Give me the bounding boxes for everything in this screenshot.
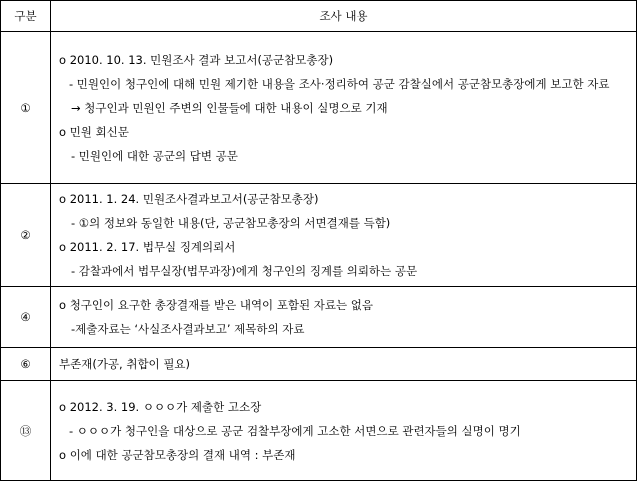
- row-content: [51, 348, 637, 381]
- table-row: [1, 32, 637, 184]
- row-key: ⑬: [1, 381, 51, 481]
- content-line: - 감찰과에서 법무실장(법무과장)에게 청구인의 징계를 의뢰하는 공문: [71, 264, 418, 278]
- content-line: - ㅇㅇㅇ가 청구인을 대상으로 공군 검찰부장에게 고소한 서면으로 관련자들의 실명이 명기: [69, 423, 521, 438]
- table-row: [1, 184, 637, 287]
- content-line: - ①의 정보와 동일한 내용(단, 공군참모총장의 서면결재를 득함): [71, 216, 391, 230]
- row-content: [51, 32, 637, 184]
- content-line: - 민원인에 대한 공군의 답변 공문: [71, 148, 238, 163]
- row-key: ④: [1, 287, 51, 348]
- content-line: o 2011. 1. 24. 민원조사결과보고서(공군참모총장): [59, 192, 319, 206]
- table-row: [1, 287, 637, 348]
- content-line: o 2010. 10. 13. 민원조사 결과 보고서(공군참모총장): [59, 52, 334, 67]
- content-line: - 민원인이 청구인에 대해 민원 제기한 내용을 조사·정리하여 공군 감찰실에서 공군참모총장에게 보고한 자료: [69, 76, 610, 91]
- content-line: o 청구인이 요구한 총장결재를 받은 내역이 포함된 자료는 없음: [59, 298, 374, 312]
- header-category: 구분: [1, 1, 51, 32]
- content-line: o 2011. 2. 17. 법무실 징계의뢰서: [59, 240, 236, 254]
- table-header-row: [1, 1, 637, 32]
- content-line: o 이에 대한 공군참모총장의 결재 내역 : 부존재: [59, 447, 296, 462]
- row-key: ②: [1, 184, 51, 287]
- row-key: ①: [1, 32, 51, 184]
- table-row: [1, 381, 637, 481]
- content-line: 부존재(가공, 취합이 필요): [59, 357, 191, 371]
- header-content: 조사 내용: [51, 1, 637, 32]
- row-content: [51, 381, 637, 481]
- row-content: [51, 287, 637, 348]
- content-line: -제출자료는 ‘사실조사결과보고’ 제목하의 자료: [71, 322, 305, 336]
- table-row: [1, 348, 637, 381]
- content-line: o 민원 회신문: [59, 124, 129, 139]
- row-content: [51, 184, 637, 287]
- content-line: o 2012. 3. 19. ㅇㅇㅇ가 제출한 고소장: [59, 399, 262, 414]
- row-key: ⑥: [1, 348, 51, 381]
- content-line: → 청구인과 민원인 주변의 인물들에 대한 내용이 실명으로 기재: [71, 100, 388, 115]
